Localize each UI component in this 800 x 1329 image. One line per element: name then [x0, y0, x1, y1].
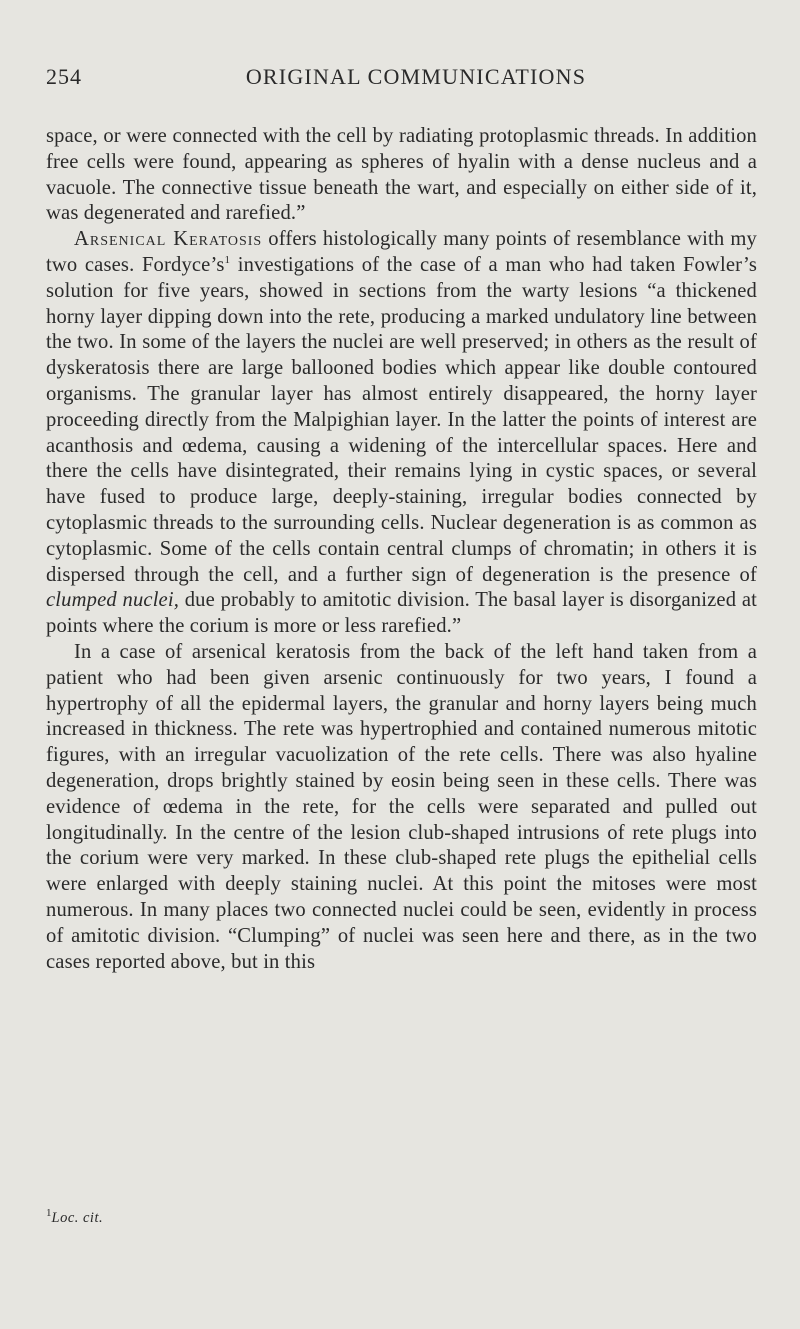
footnote — [46, 1209, 746, 1227]
body-text — [46, 124, 757, 975]
footnote-marker: 1 — [46, 1207, 52, 1220]
running-head: ORIGINAL COMMUNICATIONS — [245, 64, 587, 89]
italic-term: clumped nuclei, — [46, 589, 180, 612]
paragraph-1: space, or were connected with the cell by radiating protoplasmic threads. In addition free cells were found, appearing as spheres of hyalin with a dense nucleus and a vacuole. The connective tissue beneath the wart, and especially on either side of it, was degenerated and rarefied.” — [46, 125, 757, 225]
footnote-text: Loc. cit. — [51, 1210, 104, 1226]
paragraph-2-text-a: offers histologically many points of resemblance with my two cases. Fordyce’s — [46, 228, 758, 276]
page-header — [46, 64, 756, 96]
paragraph-2-text-b: investigations of the case of a man who had taken Fowler’s solution for five years, showed in sections from the warty lesions “a thickened horny layer dipping down into the rete, producing a marked undulatory line between the two. In some of the layers the nuclei are well preserved; in others as the result of dyskeratosis there are large ballooned bodies which appear like double contoured organisms. The granular layer has almost entirely disappeared, the horny layer proceeding directly from the Malpighian layer. In the latter the points of interest are acanthosis and œdema, causing a widening of the intercellular spaces. Here and there the cells have disintegrated, their remains lying in cystic spaces, or several have fused to produce large, deeply-staining, irregular bodies connected by cytoplasmic threads to the surrounding cells. Nuclear degeneration is as common as cytoplasmic. Some of the cells contain central clumps of chromatin; in others it is dispersed through the cell, and a further sign of degeneration is the presence of — [46, 253, 757, 586]
paragraph-2 — [46, 227, 757, 640]
paragraph-2-text-c: due probably to amitotic division. The basal layer is disorganized at points where the corium is more or less rarefied.” — [46, 589, 757, 638]
paragraph-3: In a case of arsenical keratosis from the back of the left hand taken from a patient who had been given arsenic continuously for two years, I found a hypertrophy of all the epidermal layers, the granular and horny layers being much increased in thickness. The rete was hypertrophied and contained numerous mitotic figures, with an irregular vacuolization of the rete cells. There was also hyaline degeneration, drops brightly stained by eosin being seen in these cells. There was evidence of œdema in the rete, for the cells were separated and pulled out longitudinally. In the centre of the lesion club-shaped intrusions of rete plugs into the corium were very marked. In these club-shaped rete plugs the epithelial cells were enlarged with deeply staining nuclei. At this point the mitoses were most numerous. In many places two connected nuclei could be seen, evidently in process of amitotic division. “Clumping” of nuclei was seen here and there, as in the two cases reported above, but in this — [46, 640, 757, 973]
footnote-ref: 1 — [224, 254, 231, 267]
page-number: 254 — [46, 64, 82, 89]
section-lead: Arsenical Keratosis — [74, 228, 263, 251]
